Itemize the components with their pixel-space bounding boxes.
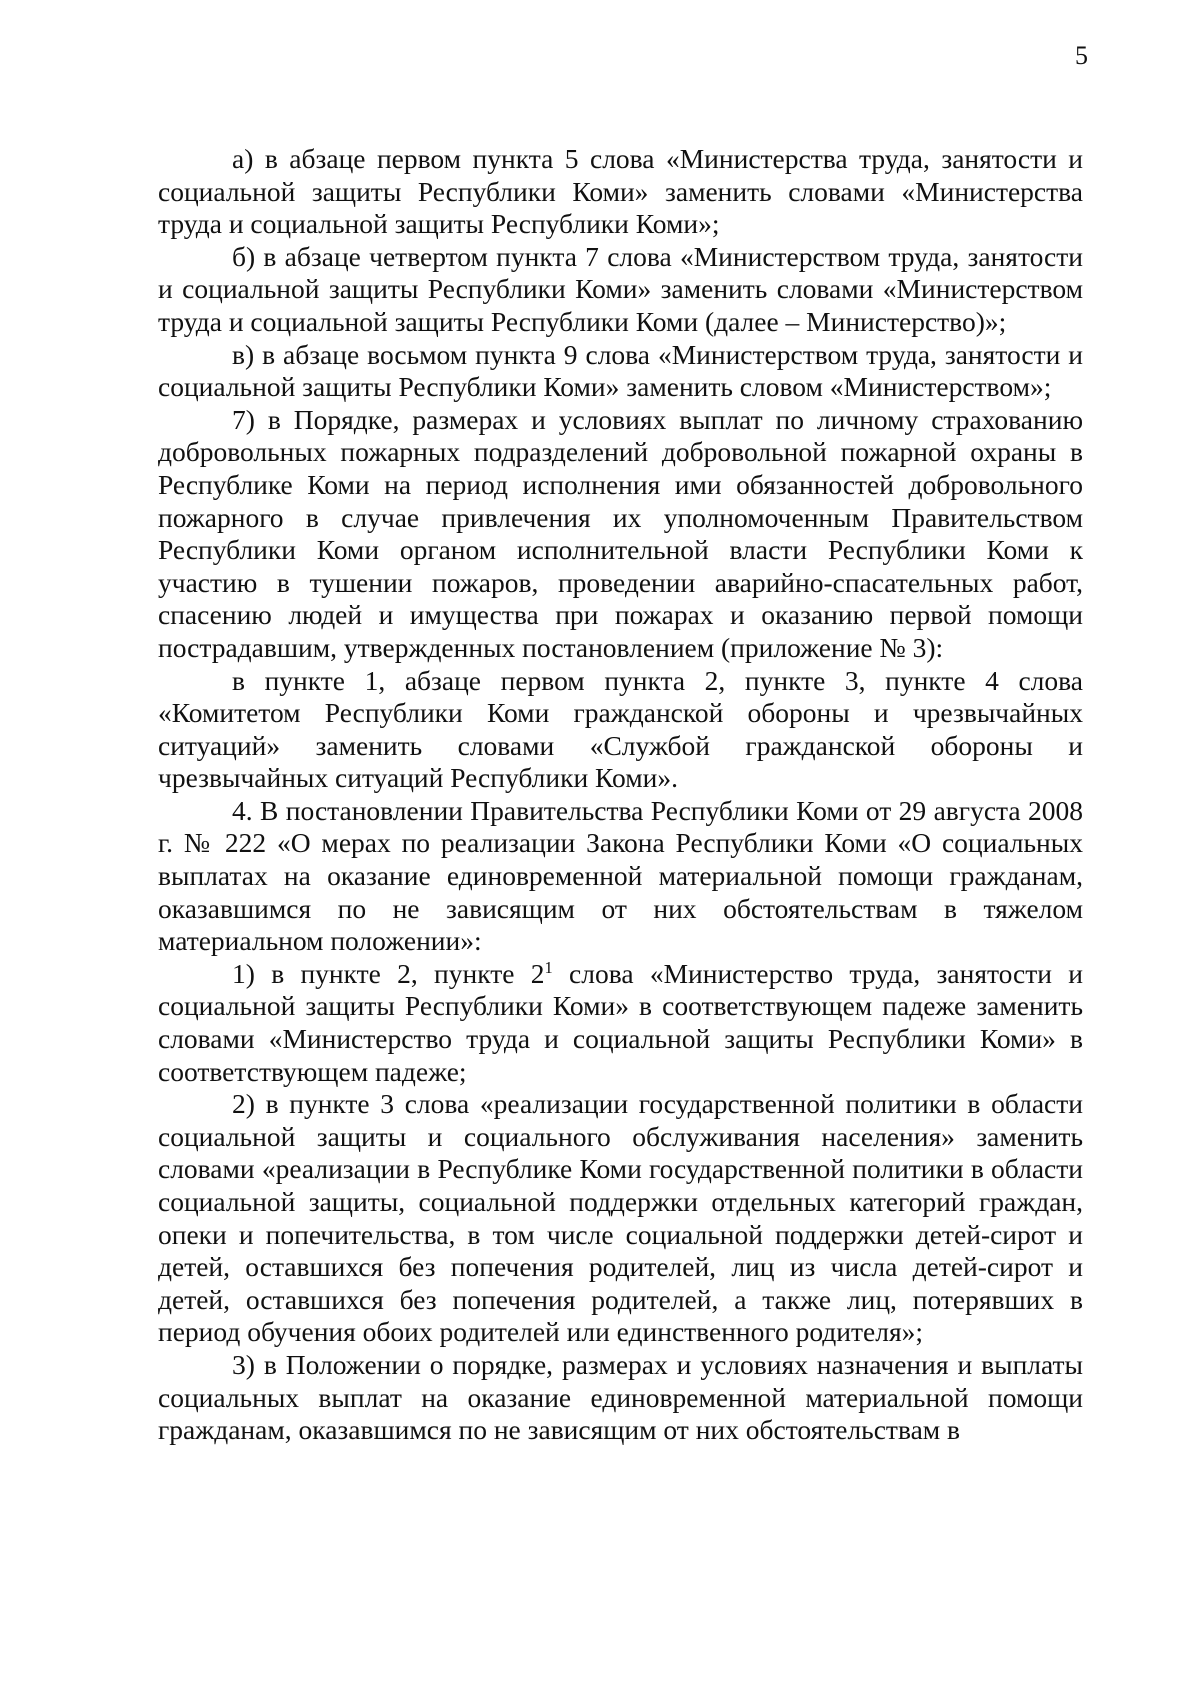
paragraph-5a: а) в абзаце первом пункта 5 слова «Министерства труда, занятости и социальной защиты Республики Коми» заменить словами «Министерства труда и социальной защиты Республики Коми»; [158, 143, 1083, 240]
paragraph-item-7-points: в пункте 1, абзаце первом пункта 2, пункте 3, пункте 4 слова «Комитетом Республики Коми гражданской обороны и чрезвычайных ситуаций» заменить словами «Службой гражданской обороны и чрезвычайных ситуаций Республики Коми». [158, 664, 1083, 794]
paragraph-item-7: 7) в Порядке, размерах и условиях выплат по личному страхованию добровольных пожарных подразделений добровольной пожарной охраны в Республике Коми на период исполнения ими обязанностей добровольного пожарного в случае привлечения их уполномоченным Правительством Республики Коми органом исполнительной власти Республики Коми к участию в тушении пожаров, проведении аварийно-спасательных работ, спасению людей и имущества при пожарах и оказанию первой помощи пострадавшим, утвержденных постановлением (приложение № 3): [158, 403, 1083, 663]
paragraph-7b: б) в абзаце четвертом пункта 7 слова «Министерством труда, занятости и социальной защиты Республики Коми» заменить словами «Министерством труда и социальной защиты Республики Коми (далее – Министерство)»; [158, 240, 1083, 337]
superscript-one: 1 [544, 957, 553, 977]
document-body [158, 143, 1083, 1447]
paragraph-text-before-sup: 1) в пункте 2, пункте 2 [232, 957, 545, 989]
paragraph-9v: в) в абзаце восьмом пункта 9 слова «Министерством труда, занятости и социальной защиты Республики Коми» заменить словом «Министерством»; [158, 338, 1083, 403]
paragraph-section-4: 4. В постановлении Правительства Республики Коми от 29 августа 2008 г. № 222 «О мерах по реализации Закона Республики Коми «О социальных выплатах на оказание единовременной материальной помощи гражданам, оказавшимся по не зависящим от них обстоятельствам в тяжелом материальном положении»: [158, 794, 1083, 957]
paragraph-section-4-item-3: 3) в Положении о порядке, размерах и условиях назначения и выплаты социальных выплат на оказание единовременной материальной помощи гражданам, оказавшимся по не зависящим от них обстоятельствам в [158, 1348, 1083, 1446]
page-number: 5 [1075, 41, 1088, 70]
paragraph-text-after-sup: слова «Министерство труда, занятости и социальной защиты Республики Коми» в соответствующем падеже заменить словами «Министерство труда и социальной защиты Республики Коми» в соответствующем падеже; [158, 957, 1083, 1087]
paragraph-section-4-item-1 [158, 958, 1083, 1088]
paragraph-section-4-item-2: 2) в пункте 3 слова «реализации государственной политики в области социальной защиты и социального обслуживания населения» заменить словами «реализации в Республике Коми государственной политики в области социальной защиты, социальной поддержки отдельных категорий граждан, опеки и попечительства, в том числе социальной поддержки детей-сирот и детей, оставшихся без попечения родителей, лиц из числа детей-сирот и детей, оставшихся без попечения родителей, а также лиц, потерявших в период обучения обоих родителей или единственного родителя»; [158, 1088, 1083, 1348]
